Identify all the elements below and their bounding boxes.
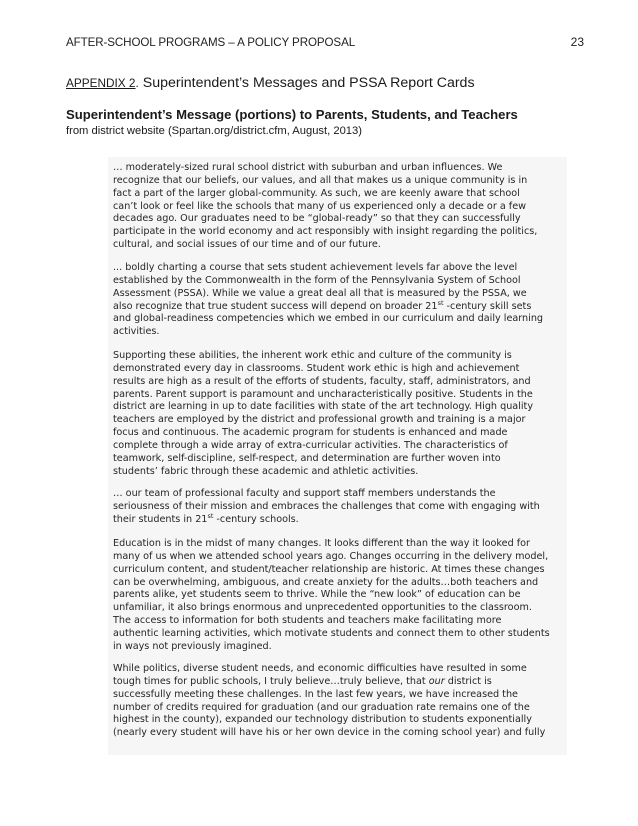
quote-line: … moderately-sized rural school district with suburban and urban influences. We [113, 162, 503, 173]
quote-line: and global-readiness competencies which we embed in our curriculum and daily learning [113, 313, 544, 325]
quote-line: activities. [113, 326, 160, 338]
quote-line: cultural, and social issues of our time and of our future. [113, 239, 381, 251]
quote-line [113, 298, 565, 314]
line-text: -century skill sets [443, 300, 532, 312]
quote-paragraph [113, 262, 565, 339]
quote-line: While politics, diverse student needs, and economic difficulties have resulted in some [113, 663, 527, 674]
quote-line: recognize that our beliefs, our values, and all that makes us a unique community is in [113, 174, 528, 186]
source-note: from district website (Spartan.org/district.cfm, August, 2013) [66, 125, 362, 137]
quote-paragraph [113, 538, 565, 654]
running-header-title: AFTER-SCHOOL PROGRAMS – A POLICY PROPOSAL [66, 36, 356, 49]
emphasized-word: our [428, 675, 445, 687]
quote-line: successfully meeting these challenges. In the last few years, we have increased the [113, 688, 518, 700]
page-number: 23 [570, 35, 584, 49]
quote-paragraph [113, 663, 565, 740]
quote-line: can’t look or feel like the schools that many of us experienced only a decade or a few [113, 200, 526, 212]
quote-line: Supporting these abilities, the inherent work ethic and culture of the community is [113, 350, 512, 361]
quote-line: results are high as a result of the efforts of students, faculty, staff, administrators, and [113, 375, 531, 387]
quote-line: parents alike, yet students seem to thrive. While the “new look” of education can be [113, 589, 521, 601]
ordinal-superscript: st [437, 298, 444, 307]
quote-line: The access to information for both students and teachers make facilitating more [113, 615, 502, 627]
quote-line: fact a part of the larger global-community. As such, we are keenly aware that school [113, 187, 520, 199]
appendix-heading [66, 74, 475, 92]
ordinal-superscript: st [207, 511, 214, 520]
quote-line: in ways not previously imagined. [113, 640, 272, 652]
appendix-label: APPENDIX 2 [66, 76, 136, 90]
line-text: tough times for public schools, I truly believe…truly believe, that [113, 675, 429, 687]
quote-line [113, 676, 565, 689]
quote-line: students’ fabric through these academic and athletic activities. [113, 465, 419, 477]
quote-line [113, 511, 565, 527]
quote-line: highest in the county), expanded our technology distribution to students exponentially [113, 714, 532, 726]
quote-line: district are learning in up to date facilities with state of the art technology. High quality [113, 401, 534, 413]
quote-line: participate in the world economy and act responsibly with insight regarding the politics, [113, 226, 538, 238]
quote-paragraph [113, 162, 565, 252]
quote-line: (nearly every student will have his or her own device in the coming school year) and fully [113, 727, 546, 739]
quote-line: teachers are employed by the district and professional growth and training is a major [113, 414, 526, 426]
quote-line: focus and continuous. The academic program for students is enhanced and made [113, 427, 508, 439]
quote-line: curriculum content, and student/teacher relationship are historic. At times these changes [113, 563, 545, 575]
quote-line: established by the Commonwealth in the form of the Pennsylvania System of School [113, 274, 521, 286]
appendix-separator: . [135, 76, 139, 90]
line-text: their students in 21 [113, 513, 208, 525]
quote-line: many of us when we attended school years ago. Changes occurring in the delivery model, [113, 550, 549, 562]
quote-line: can be overwhelming, ambiguous, and create anxiety for the adults…both teachers and [113, 576, 539, 588]
quote-line: Assessment (PSSA). While we value a great deal all that is measured by the PSSA, we [113, 287, 527, 299]
quote-line: demonstrated every day in classrooms. Student work ethic is high and achievement [113, 362, 520, 374]
quote-paragraph [113, 350, 565, 478]
quote-line: seriousness of their mission and embraces the challenges that come with engaging with [113, 500, 540, 512]
quote-line: ... boldly charting a course that sets student achievement levels far above the level [113, 262, 518, 273]
quote-line: unfamiliar, it also brings enormous and unprecedented opportunities to the classroom. [113, 602, 532, 614]
line-text: -century schools. [213, 513, 299, 525]
line-text: also recognize that true student success will depend on broader 21 [113, 300, 438, 312]
quote-line: … our team of professional faculty and support staff members understands the [113, 488, 496, 499]
appendix-title: Superintendent’s Messages and PSSA Report Cards [142, 75, 475, 91]
quote-paragraph [113, 488, 565, 527]
quote-line: complete through a wide array of extra-curricular activities. The characteristics of [113, 439, 508, 451]
quote-line: parents. Parent support is paramount and uncharacteristically positive. Students in the [113, 388, 533, 400]
quote-line: number of credits required for graduation (and our graduation rate remains one of the [113, 701, 530, 713]
quote-line: Education is in the midst of many changes. It looks different than the way it looked for [113, 538, 530, 549]
quote-line: teamwork, self-discipline, self-respect, and determination are further woven into [113, 452, 501, 464]
quote-line: authentic learning activities, which motivate students and connect them to other students [113, 627, 550, 639]
section-heading: Superintendent’s Message (portions) to Parents, Students, and Teachers [66, 107, 518, 122]
line-text: district is [444, 675, 492, 687]
quote-line: decades ago. Our graduates need to be “global-ready” so that they can successfully [113, 213, 521, 225]
